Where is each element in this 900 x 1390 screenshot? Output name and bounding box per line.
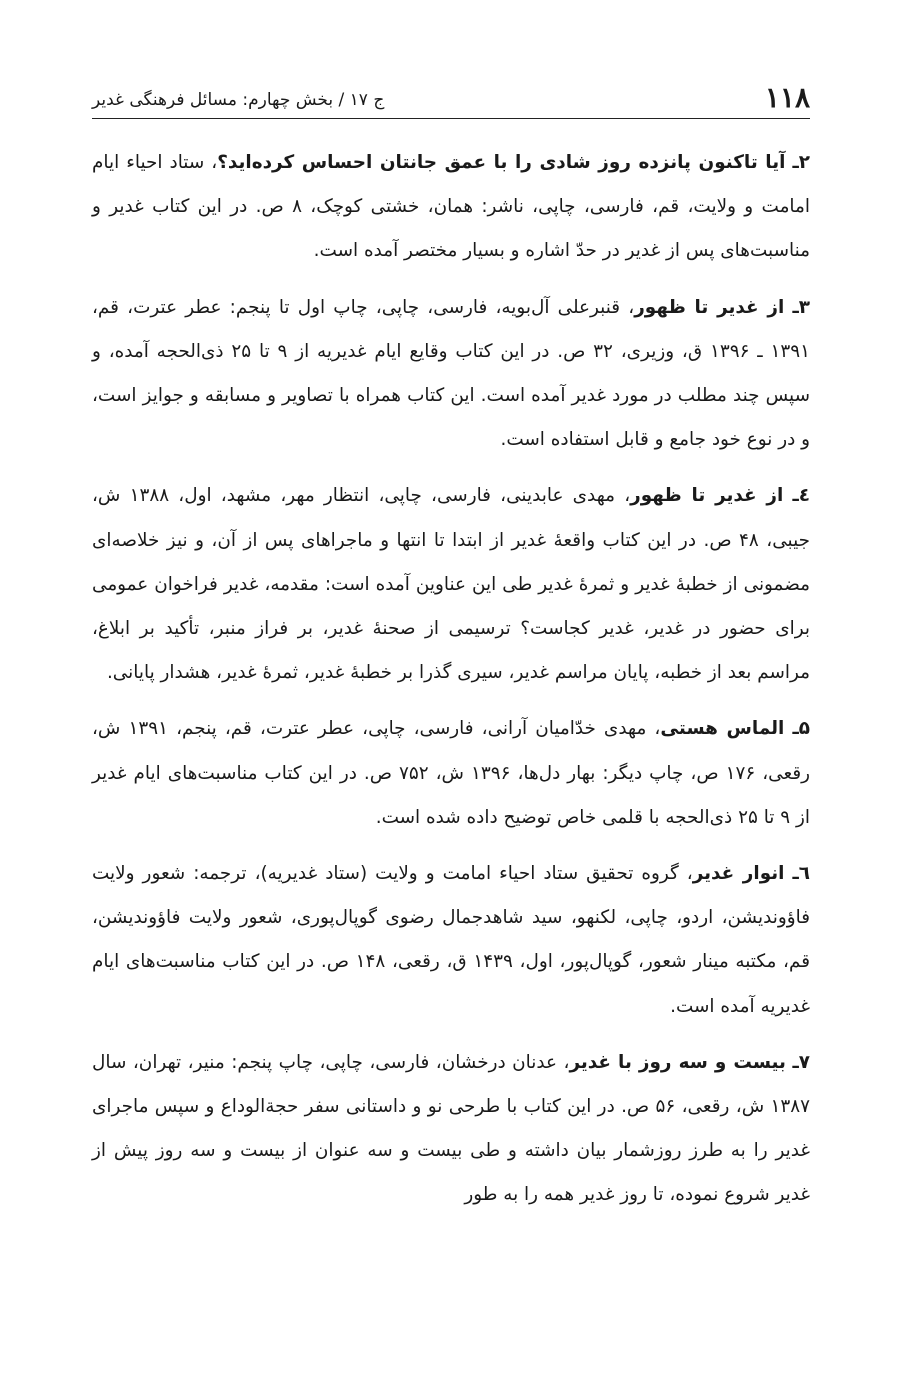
entry-body: ، ستاد احیاء ایام امامت و ولایت، قم، فارسی، چاپی، ناشر: همان، خشتی کوچک، ۸ ص. در این کتاب غدیر و مناسبت‌های پس از غدیر در حدّ اشاره و بسیار مختصر آمده است. bbox=[92, 152, 810, 262]
bibliography-entry bbox=[92, 707, 810, 840]
entry-title: از غدیر تا ظهور bbox=[630, 485, 784, 507]
entry-body: ، مهدی عابدینی، فارسی، چاپی، انتظار مهر، مشهد، اول، ۱۳۸۸ ش، جیبی، ۴۸ ص. در این کتاب واقعۀ غدیر از ابتدا تا انتها و ماجراهای پس از آن، و نیز خلاصه‌ای مضمونی از خطبۀ غدیر و ثمرۀ غدیر طی این عناوین آمده است: مقدمه، غدیر فراخوان عمومی برای حضور در غدیر، غدیر کجاست؟ ترسیمی از صحنۀ غدیر، بر فراز منبر، تأکید بر ابلاغ، مراسم بعد از خطبه، پایان مراسم غدیر، سیری گذرا بر خطبۀ غدیر، ثمرۀ غدیر، هشدار پایانی. bbox=[92, 485, 811, 684]
page-content bbox=[92, 141, 810, 1218]
entry-number: ۲ـ bbox=[792, 152, 810, 173]
entry-body: ، قنبرعلی آل‌بویه، فارسی، چاپی، چاپ اول تا پنجم: عطر عترت، قم، ۱۳۹۱ ـ ۱۳۹۶ ق، وزیری، ۳۲ ص. در این کتاب وقایع ایام غدیریه از ۹ تا ۲۵ ذی‌الحجه آمده، و سپس چند مطلب در مورد غدیر آمده است. این کتاب همراه با تصاویر و مسابقه و جوایز است، و در نوع خود جامع و قابل استفاده است. bbox=[92, 296, 810, 451]
bibliography-entry bbox=[92, 286, 810, 463]
entry-number: ٤ـ bbox=[792, 485, 810, 507]
entry-title: آیا تاکنون پانزده روز شادی را با عمق جانتان احساس کرده‌اید؟ bbox=[217, 152, 786, 173]
entry-number: ۷ـ bbox=[792, 1051, 810, 1073]
entry-number: ۵ـ bbox=[792, 718, 810, 740]
entry-number: ۳ـ bbox=[792, 296, 810, 318]
entry-number: ٦ـ bbox=[792, 863, 810, 885]
bibliography-entry bbox=[92, 1041, 810, 1218]
entry-body: ، مهدی خدّامیان آرانی، فارسی، چاپی، عطر عترت، قم، پنجم، ۱۳۹۱ ش، رقعی، ۱۷۶ ص، چاپ دیگر: بهار دل‌ها، ۱۳۹۶ ش، ۷۵۲ ص. در این کتاب مناسبت‌های ایام غدیر از ۹ تا ۲۵ ذی‌الحجه با قلمی خاص توضیح داده شده است. bbox=[92, 718, 810, 828]
entry-body: ، گروه تحقیق ستاد احیاء امامت و ولایت (ستاد غدیریه)، ترجمه: شعور ولایت فاؤوندیشن، اردو، چاپی، لکنهو، سید شاهدجمال رضوی گوپال‌پوری، شعور ولایت فاؤوندیشن، قم، مکتبه مینار شعور، گوپال‌پور، اول، ۱۴۳۹ ق، رقعی، ۱۴۸ ص. در این کتاب مناسبت‌های ایام غدیریه آمده است. bbox=[92, 863, 811, 1017]
page-number: ۱۱۸ bbox=[764, 81, 810, 114]
bibliography-entry bbox=[92, 852, 810, 1029]
page-header bbox=[92, 68, 810, 119]
entry-title: الماس هستی bbox=[660, 718, 785, 740]
entry-title: بیست و سه روز با غدیر bbox=[569, 1051, 786, 1073]
running-head: ج ۱۷ / بخش چهارم: مسائل فرهنگی غدیر bbox=[92, 89, 385, 110]
bibliography-entry bbox=[92, 474, 810, 695]
bibliography-entry bbox=[92, 141, 810, 274]
entry-body: ، عدنان درخشان، فارسی، چاپی، چاپ پنجم: منیر، تهران، سال ۱۳۸۷ ش، رقعی، ۵۶ ص. در این کتاب با طرحی نو و داستانی سفر حجة‌الوداع و سپس ماجرای غدیر را به طرز روزشمار بیان داشته و طی بیست و سه عنوان از بیست و سه روز پیش از غدیر شروع نموده، تا روز غدیر همه را به طور bbox=[92, 1051, 810, 1206]
entry-title: انوار غدیر bbox=[692, 863, 785, 885]
entry-title: از غدیر تا ظهور bbox=[634, 296, 785, 318]
book-page bbox=[92, 68, 810, 1230]
